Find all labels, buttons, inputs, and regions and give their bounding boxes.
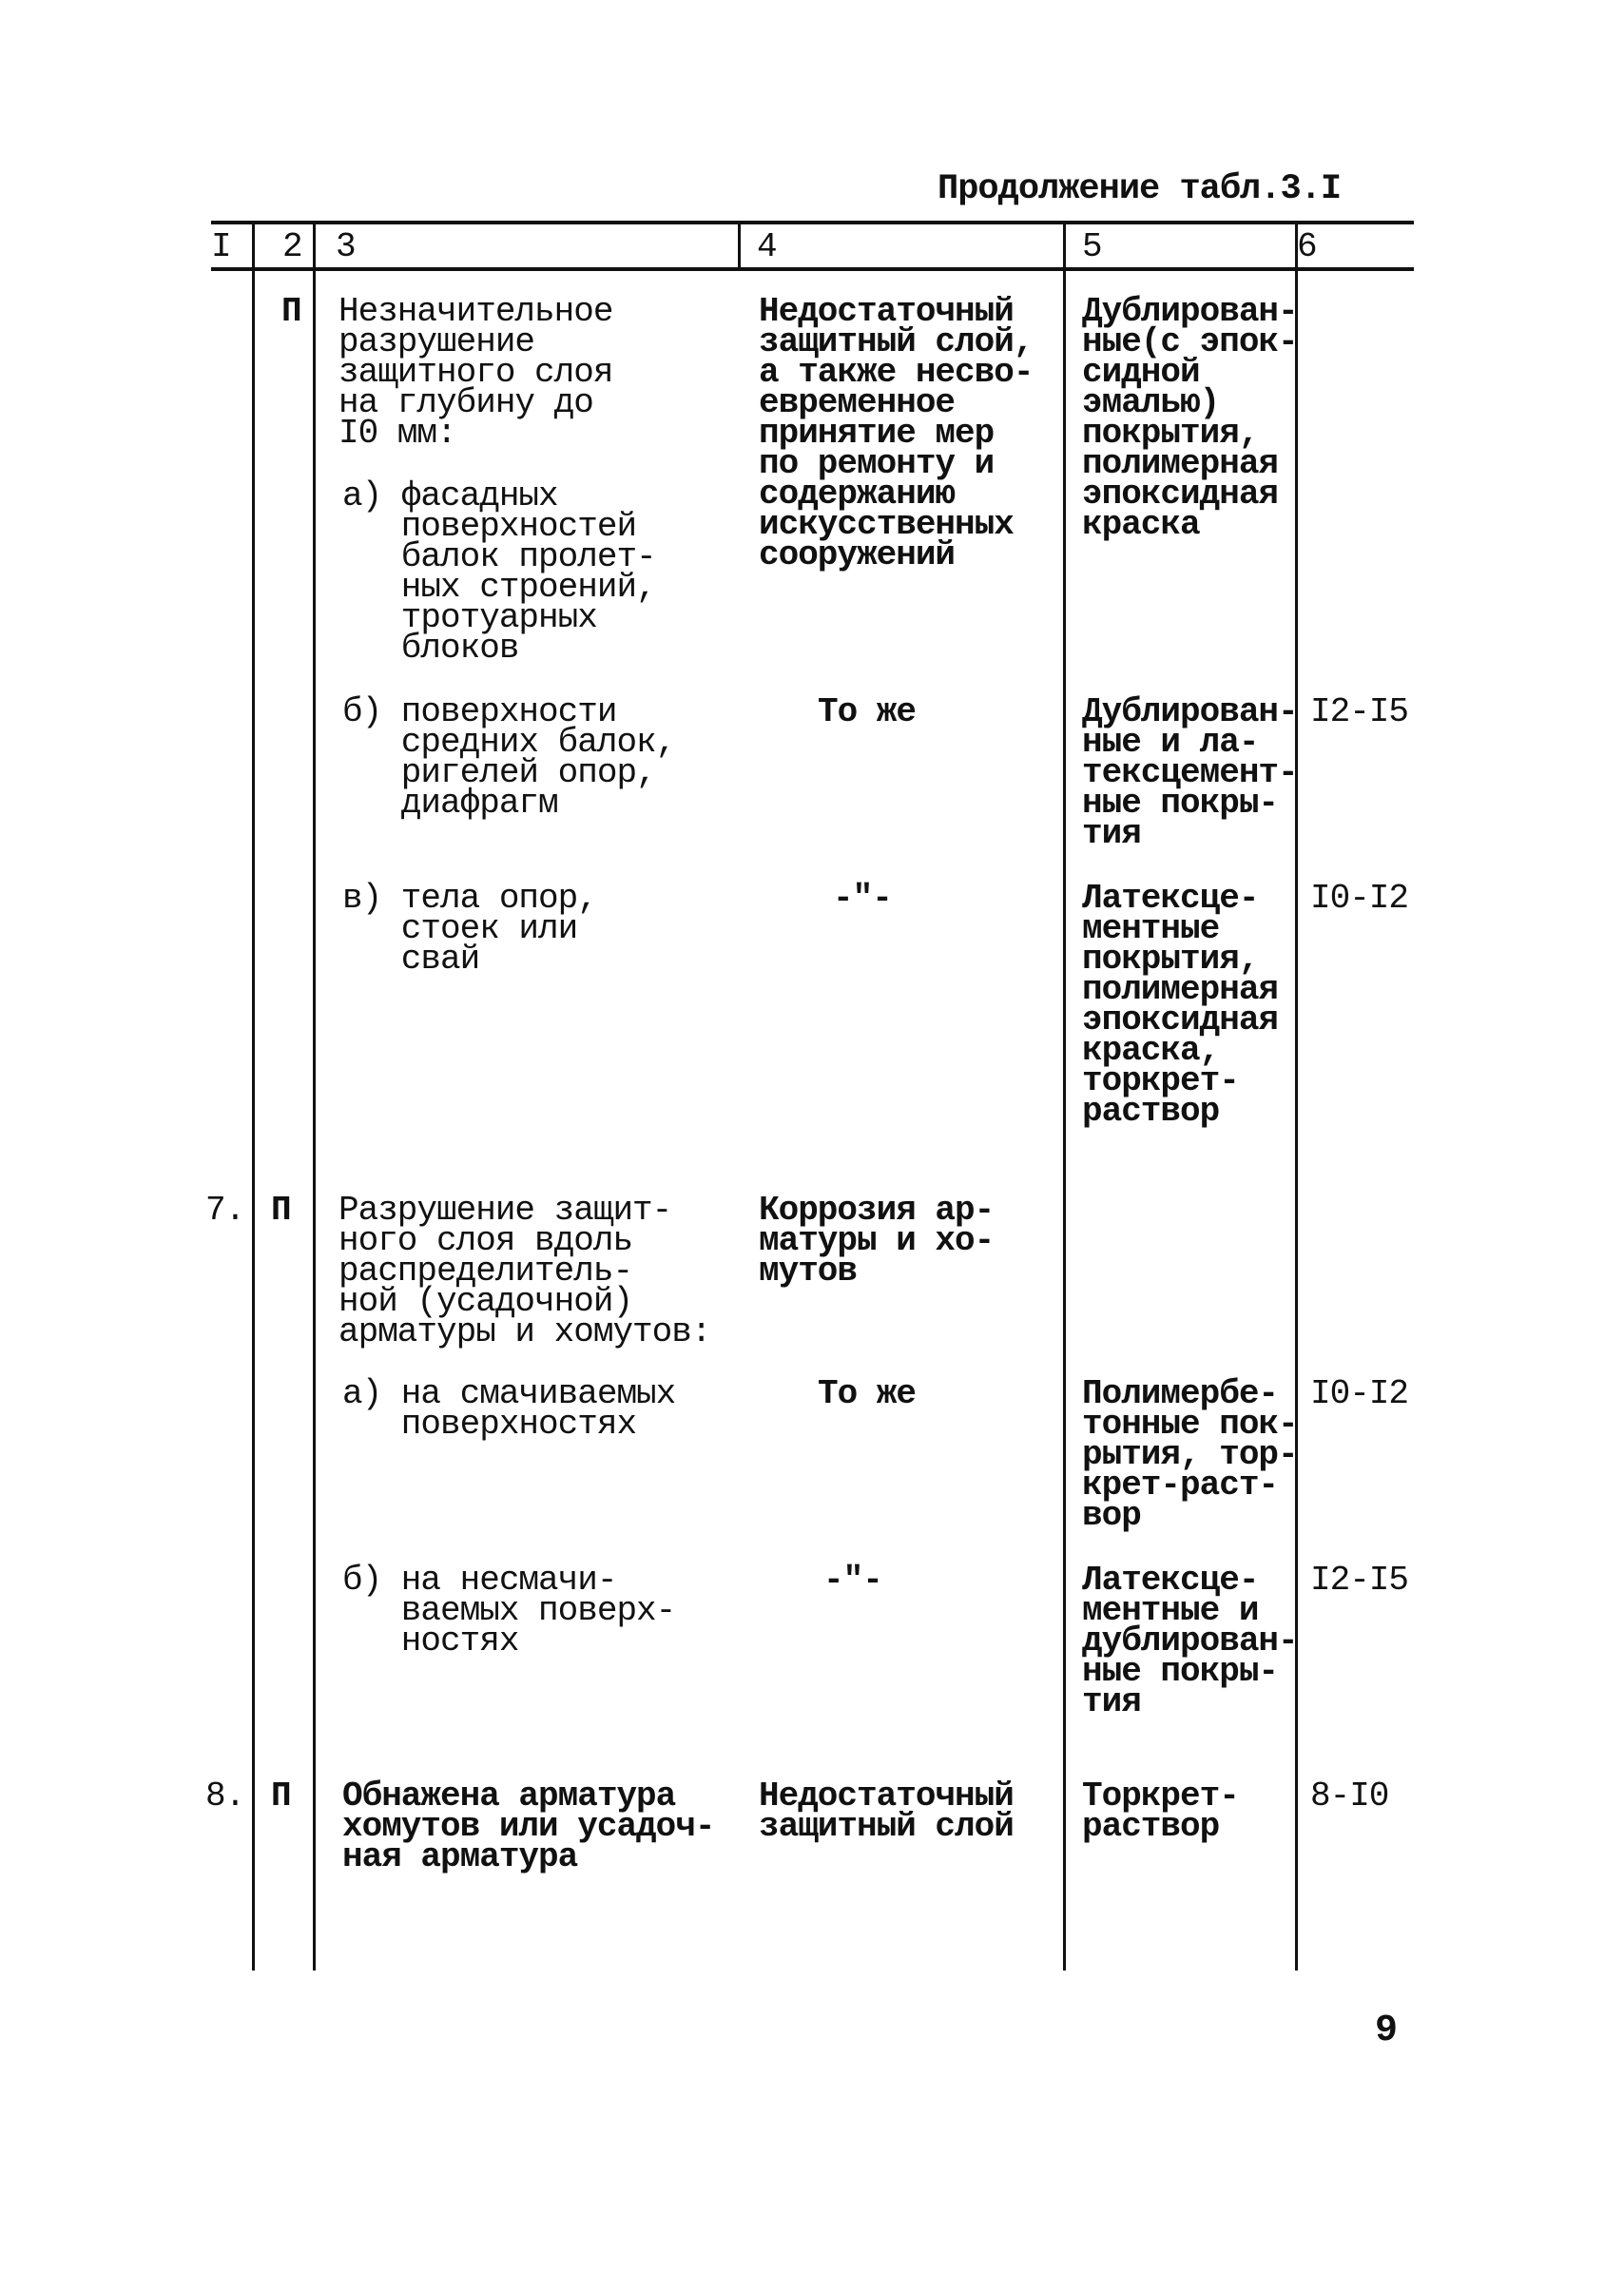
page-number: 9 — [1375, 2010, 1399, 2052]
row6-category: П — [281, 292, 301, 331]
header-col-6: 6 — [1297, 227, 1317, 266]
column-divider-4 — [1063, 221, 1066, 1971]
table-top-rule — [211, 221, 1414, 224]
row6b-description: б) поверхности средних балок, ригелей опор, диафрагм — [342, 692, 676, 823]
row7-number: 7. — [205, 1191, 245, 1230]
row6c-years: I0-I2 — [1310, 879, 1409, 918]
row7-description: Разрушение защит- ного слоя вдоль распределитель- ной (усадочной) арматуры и хомутов: — [338, 1191, 711, 1351]
row7b-description: б) на несмачи- ваемых поверх- ностях — [342, 1561, 676, 1660]
header-bottom-rule — [211, 267, 1414, 271]
row7a-description: а) на смачиваемых поверхностях — [342, 1374, 676, 1444]
row6-description: Незначительное разрушение защитного слоя на глубину до I0 мм: — [338, 292, 613, 453]
row7-cause: Коррозия ар- матуры и хо- мутов — [759, 1191, 995, 1291]
row6c-description: в) тела опор, стоек или свай — [342, 879, 597, 979]
header-col-5: 5 — [1082, 227, 1102, 266]
row8-description: Обнажена арматура хомутов или усадоч- ная арматура — [342, 1777, 715, 1876]
header-col-3: 3 — [336, 227, 356, 266]
row6c-cause: -"- — [833, 879, 892, 918]
row8-method: Торкрет- раствор — [1082, 1777, 1239, 1846]
row6c-method: Латексце- ментные покрытия, полимерная эпоксидная краска, торкрет- раствор — [1082, 879, 1279, 1131]
row7a-method: Полимербе- тонные пок- рытия, тор- крет-раст- вор — [1082, 1374, 1298, 1535]
row7-category: П — [271, 1191, 291, 1230]
column-divider-3 — [738, 221, 741, 268]
row7b-method: Латексце- ментные и дублирован- ные покры- тия — [1082, 1561, 1298, 1721]
row6a-method: Дублирован- ные(с эпок- сидной эмалью) покрытия, полимерная эпоксидная краска — [1082, 292, 1298, 544]
table-continuation-title: Продолжение табл.3.I — [938, 169, 1342, 209]
header-col-1: I — [211, 227, 231, 266]
row8-category: П — [271, 1777, 291, 1816]
row6b-years: I2-I5 — [1310, 692, 1409, 731]
column-divider-2 — [313, 221, 316, 1971]
row7b-years: I2-I5 — [1310, 1561, 1409, 1600]
row8-number: 8. — [205, 1777, 245, 1816]
row7a-years: I0-I2 — [1310, 1374, 1409, 1413]
row6b-cause: То же — [818, 692, 917, 731]
row7a-cause: То же — [818, 1374, 917, 1413]
header-col-4: 4 — [757, 227, 777, 266]
row6b-method: Дублирован- ные и ла- тексцемент- ные покры- тия — [1082, 692, 1298, 853]
row7b-cause: -"- — [823, 1561, 882, 1600]
row8-cause: Недостаточный защитный слой — [759, 1777, 1014, 1846]
column-divider-1 — [252, 221, 255, 1971]
row8-years: 8-I0 — [1310, 1777, 1389, 1816]
row6a-description: а) фасадных поверхностей балок пролет- ных строений, тротуарных блоков — [342, 476, 656, 668]
header-col-2: 2 — [282, 227, 302, 266]
row6-cause: Недостаточный защитный слой, а также несво- евременное принятие мер по ремонту и содержанию искусственных сооружений — [759, 292, 1034, 574]
